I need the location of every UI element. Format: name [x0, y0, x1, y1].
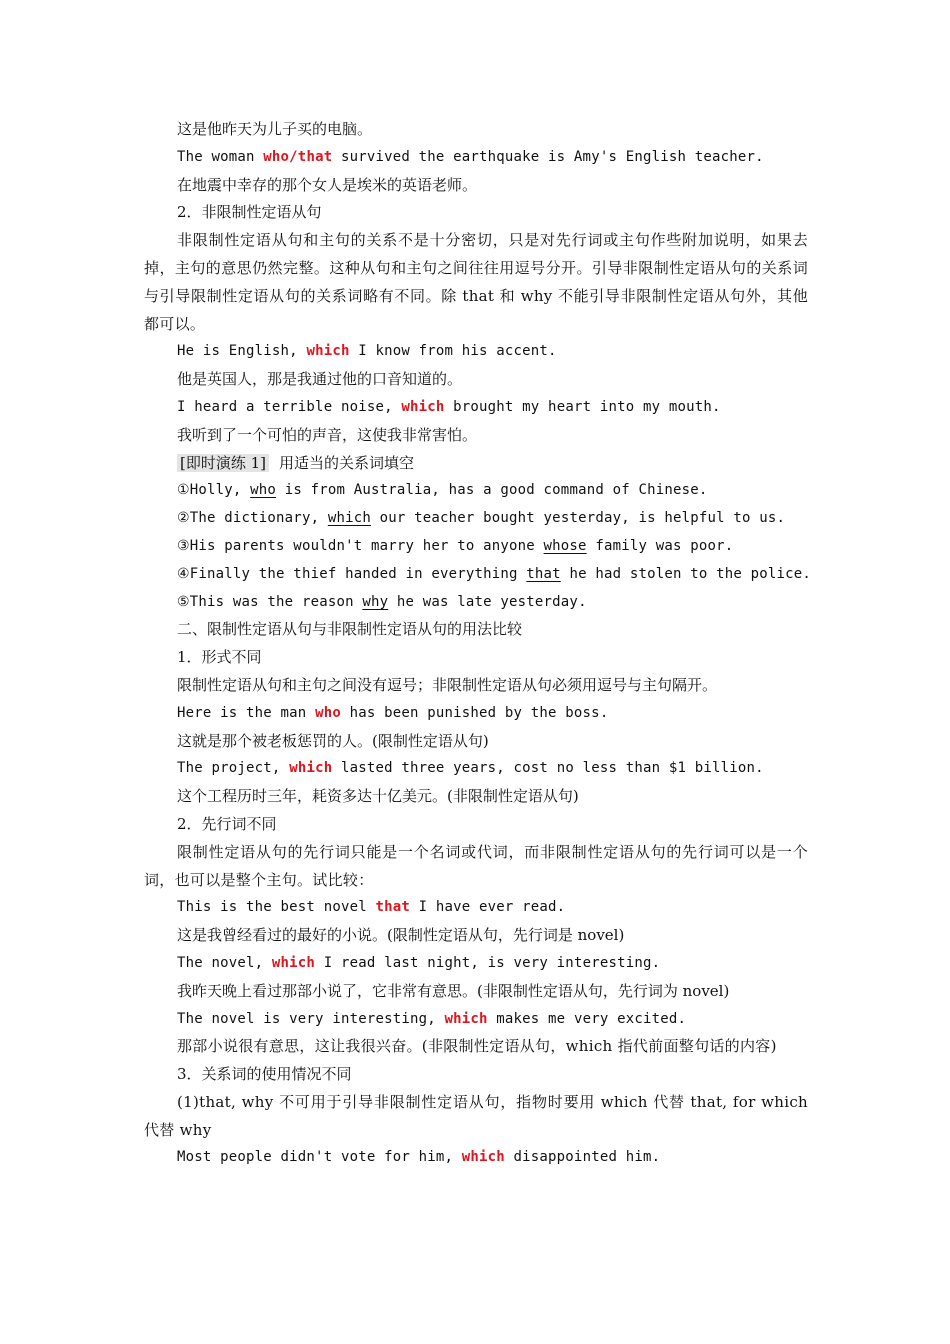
subsection-heading: 2．先行词不同 — [177, 814, 277, 833]
sentence-text: The novel, — [177, 954, 272, 971]
practice-tag: [即时演练 1] — [177, 454, 269, 472]
highlighted-relative-word: which — [461, 1149, 505, 1166]
example-sentence — [144, 700, 808, 728]
translation-line: 在地震中幸存的那个女人是埃米的英语老师。 — [177, 175, 478, 194]
translation-line: 我昨天晚上看过那部小说了，它非常有意思。(非限制性定语从句，先行词为 novel) — [177, 981, 730, 1000]
subsection-heading: 1．形式不同 — [177, 648, 262, 667]
sentence-text: brought my heart into my mouth. — [444, 398, 721, 415]
sentence-text: he had stolen to the police. — [560, 565, 812, 582]
highlighted-relative-word: which — [306, 343, 350, 360]
explanation-paragraph: (1)that, why 不可用于引导非限制性定语从句，指物时要用 which 代替 that, for which 代替 why — [144, 1092, 808, 1139]
translation-line: 他是英国人，那是我通过他的口音知道的。 — [177, 370, 463, 389]
example-sentence — [144, 394, 808, 422]
sentence-text: lasted three years, cost no less than $1 billion. — [332, 760, 764, 777]
translation-line: 这是我曾经看过的最好的小说。(限制性定语从句，先行词是 novel) — [177, 926, 625, 945]
sentence-text: The project, — [177, 760, 290, 777]
exercise-number: ③ — [177, 537, 190, 554]
sentence-text: has been punished by the boss. — [340, 704, 609, 721]
translation-line: 这就是那个被老板惩罚的人。(限制性定语从句) — [177, 731, 489, 750]
highlighted-relative-word: who — [315, 704, 341, 721]
exercise-item — [144, 533, 808, 561]
answer-blank: which — [327, 510, 371, 527]
exercise-item — [144, 477, 808, 505]
subsection-heading: 3．关系词的使用情况不同 — [177, 1065, 352, 1084]
exercise-item — [144, 505, 808, 533]
exercise-number: ② — [177, 510, 190, 527]
translation-line: 这是他昨天为儿子买的电脑。 — [177, 120, 373, 138]
sentence-text: is from Australia, has a good command of Chinese. — [276, 482, 708, 499]
exercise-item — [144, 561, 812, 589]
practice-heading — [144, 450, 808, 478]
sentence-text: I have ever read. — [409, 899, 566, 916]
exercise-number: ① — [177, 482, 190, 499]
translation-paragraph: 那部小说很有意思，这让我很兴奋。(非限制性定语从句，which 指代前面整句话的内容) — [177, 1037, 777, 1056]
sentence-text: I heard a terrible noise, — [177, 398, 402, 415]
subsection-heading: 2．非限制性定语从句 — [177, 203, 322, 222]
sentence-text: survived the earthquake is Amy's English teacher. — [332, 148, 764, 165]
explanation-line: 限制性定语从句和主句之间没有逗号；非限制性定语从句必须用逗号与主句隔开。 — [177, 675, 718, 694]
answer-blank: whose — [543, 537, 587, 554]
sentence-text: This is the best novel — [177, 899, 376, 916]
answer-blank: why — [362, 593, 389, 610]
sentence-text: Most people didn't vote for him, — [177, 1149, 462, 1166]
sentence-text: The dictionary, — [189, 510, 328, 527]
exercise-number: ④ — [177, 565, 190, 582]
sentence-text: family was poor. — [586, 537, 734, 554]
highlighted-relative-word: which — [289, 760, 333, 777]
example-sentence — [144, 144, 808, 172]
translation-line: 这个工程历时三年，耗资多达十亿美元。(非限制性定语从句) — [177, 787, 579, 806]
example-sentence — [144, 1144, 808, 1172]
practice-title: 用适当的关系词填空 — [279, 453, 415, 472]
sentence-text: Finally the thief handed in everything — [189, 565, 527, 582]
sentence-text: I know from his accent. — [349, 343, 557, 360]
example-sentence — [144, 1006, 808, 1034]
translation-line: 我听到了一个可怕的声音，这使我非常害怕。 — [177, 425, 478, 444]
sentence-text: makes me very excited. — [487, 1010, 687, 1027]
sentence-text: The novel is very interesting, — [177, 1010, 445, 1027]
sentence-text: He is English, — [177, 343, 307, 360]
sentence-text: The woman — [177, 148, 264, 165]
sentence-text: disappointed him. — [504, 1149, 661, 1166]
example-sentence — [144, 950, 808, 978]
answer-blank: who — [250, 482, 277, 499]
highlighted-relative-word: that — [375, 899, 410, 916]
exercise-item — [144, 589, 808, 617]
highlighted-relative-word: which — [401, 398, 445, 415]
sentence-text: he was late yesterday. — [388, 593, 587, 610]
explanation-paragraph: 限制性定语从句的先行词只能是一个名词或代词，而非限制性定语从句的先行词可以是一个词，也可以是整个主句。试比较： — [144, 842, 808, 889]
sentence-text: Here is the man — [177, 704, 316, 721]
example-sentence — [144, 894, 808, 922]
highlighted-relative-word: which — [444, 1010, 488, 1027]
exercise-number: ⑤ — [177, 593, 190, 610]
explanation-paragraph: 非限制性定语从句和主句的关系不是十分密切，只是对先行词或主句作些附加说明，如果去掉，主句的意思仍然完整。这种从句和主句之间往往用逗号分开。引导非限制性定语从句的关系词与引导限制性定语从句的关系词略有不同。除 that 和 why 不能引导非限制性定语从句外，其他都可以。 — [144, 231, 808, 333]
section-heading: 二、限制性定语从句与非限制性定语从句的用法比较 — [177, 620, 523, 639]
example-sentence — [144, 755, 808, 783]
highlighted-relative-word: which — [271, 954, 316, 971]
sentence-text: This was the reason — [189, 593, 363, 610]
answer-blank: that — [526, 565, 561, 582]
example-sentence — [144, 338, 808, 366]
document-page — [144, 116, 812, 1172]
sentence-text: Holly, — [189, 482, 251, 499]
sentence-text: our teacher bought yesterday, is helpful to us. — [370, 510, 786, 527]
sentence-text: I read last night, is very interesting. — [315, 954, 661, 971]
sentence-text: His parents wouldn't marry her to anyone — [189, 537, 544, 554]
highlighted-relative-word: who/that — [263, 148, 333, 165]
